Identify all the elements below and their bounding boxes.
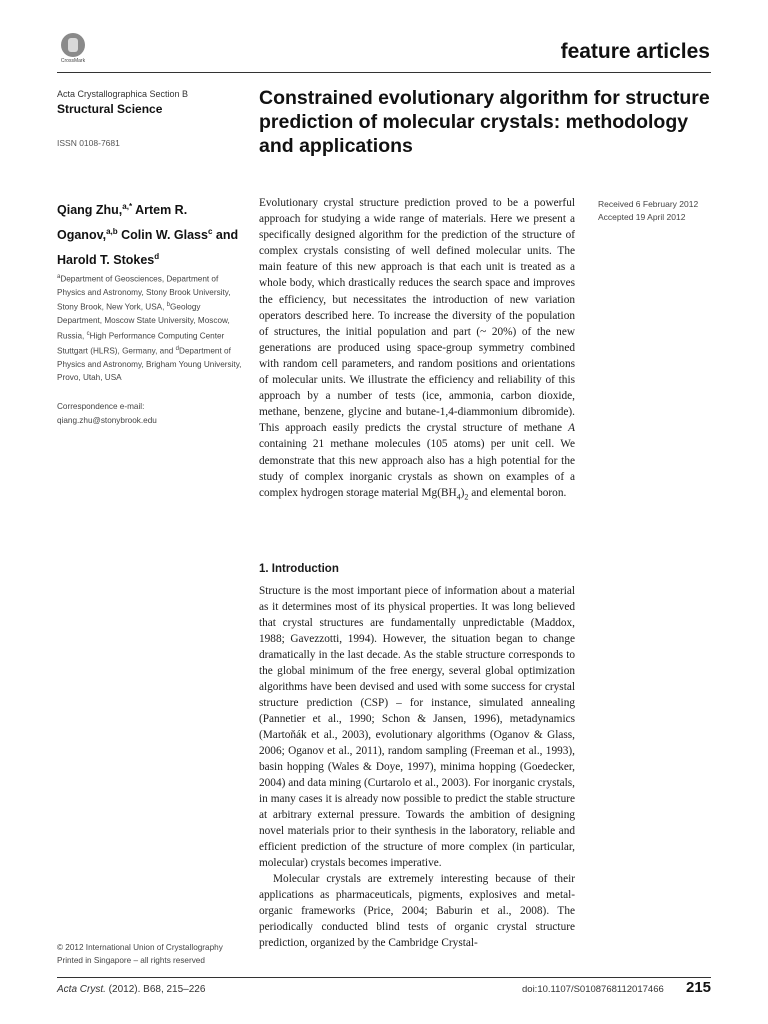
copyright-notice: © 2012 International Union of Crystallography bbox=[57, 943, 223, 952]
intro-paragraph-2: Molecular crystals are extremely interesting because of their applications as pharmaceuticals, pigments, explosives and metal-organic frameworks (Price, 2004; Baburin et al., 2008). The periodically conducted blind tests of organic crystal structure prediction, organized by the Cambridge Crystal- bbox=[259, 873, 575, 949]
affiliation-text: Geology Department, Moscow State University, Moscow, Russia, bbox=[57, 303, 230, 341]
accepted-date: Accepted 19 April 2012 bbox=[598, 212, 686, 222]
introduction-body bbox=[259, 583, 575, 951]
footer-volume: (2012). B68, 215–226 bbox=[105, 984, 206, 995]
author-name: Harold T. Stokes bbox=[57, 253, 155, 268]
page-number: 215 bbox=[686, 979, 712, 996]
footer-citation bbox=[57, 984, 205, 995]
affiliation-text: Department of Geosciences, Department of Physics and Astronomy, Stony Brook University, Stony Brook, New York, USA, bbox=[57, 274, 231, 313]
affiliation-marker: b bbox=[166, 302, 171, 309]
author-name: Qiang Zhu, bbox=[57, 203, 123, 218]
abstract-end: and elemental boron. bbox=[468, 486, 567, 499]
crossmark-label: CrossMark bbox=[60, 58, 86, 64]
journal-name: Acta Crystallographica Section B bbox=[57, 89, 189, 99]
affiliation-marker: a bbox=[57, 274, 61, 280]
abstract-text-tail: containing 21 methane molecules (105 atoms) per unit cell. We demonstrate that this new approach also has a high potential for the study of complex inorganic crystals as shown on examples of a complex hydrogen storage material bbox=[259, 438, 575, 499]
affiliations bbox=[57, 271, 247, 384]
crossmark-logo[interactable] bbox=[60, 33, 86, 64]
doi-link[interactable]: doi:10.1107/S0108768112017466 bbox=[522, 984, 664, 995]
author-name: Colin W. Glass bbox=[121, 228, 208, 243]
author-affiliation-marker: a,b bbox=[106, 227, 118, 237]
formula-sub-2: 2 bbox=[464, 491, 469, 501]
correspondence-email[interactable]: qiang.zhu@stonybrook.edu bbox=[57, 416, 157, 425]
abstract bbox=[259, 195, 575, 505]
footer-journal-name: Acta Cryst. bbox=[57, 984, 106, 995]
author-affiliation-marker: a,* bbox=[122, 202, 133, 211]
correspondence-label: Correspondence e-mail: bbox=[57, 402, 145, 411]
affiliation-text: High Performance Computing Center Stuttgart (HLRS), Germany, and bbox=[57, 331, 225, 356]
section-heading: feature articles bbox=[560, 40, 710, 63]
crossmark-icon bbox=[61, 33, 85, 57]
formula-base: Mg(BH bbox=[421, 486, 457, 499]
author-separator: and bbox=[212, 228, 239, 243]
affiliation-text: Department of Physics and Astronomy, Brigham Young University, Provo, Utah, USA bbox=[57, 346, 242, 382]
formula bbox=[422, 487, 469, 499]
intro-paragraph-1: Structure is the most important piece of information about a material as it determines most of its physical properties. It was long believed that crystal structures are fundamentally unpredictable (Maddox, 1988; Gavezzotti, 1994). However, the situation began to change dramatically in the last decade. As the stable structure corresponds to the global minimum of the free energy, several global optimization algorithms have been devised and used with some success for crystal structure prediction (CSP) – for instance, simulated annealing (Pannetier et al., 1990; Schon & Jansen, 1996), metadynamics (Martoňák et al., 2003), evolutionary algorithms (Oganov & Glass, 2006; Oganov et al., 2011), random sampling (Freeman et al., 1993), basin hopping (Wales & Doye, 1997), minima hopping (Goedecker, 2004) and data mining (Curtarolo et al., 2003). For inorganic crystals, in many cases it is already now possible to predict the stable structure at arbitrary external pressure. Towards the ambition of designing novel materials prior to their synthesis in the laboratory, reliable and efficient prediction of the structure of more complex (in particular, molecular) crystals becomes imperative. bbox=[259, 585, 575, 869]
footer-divider bbox=[57, 977, 711, 978]
affiliation-marker: c bbox=[86, 330, 90, 337]
received-date: Received 6 February 2012 bbox=[598, 199, 699, 209]
formula-close: ) bbox=[460, 486, 465, 499]
issn: ISSN 0108-7681 bbox=[57, 138, 120, 148]
affiliation-marker: d bbox=[175, 346, 179, 353]
article-title: Constrained evolutionary algorithm for structure prediction of molecular crystals: methodology and applications bbox=[259, 87, 710, 157]
abstract-text: Evolutionary crystal structure prediction proved to be a powerful approach for studying a wide range of materials. Here we present a specifically designed algorithm for the prediction of the structure of complex crystals consisting of well defined molecular units. The main feature of this new approach is that each unit is treated as a whole body, which drastically reduces the search space and improves the efficiency, but necessitates the introduction of new variation operators described here. To increase the diversity of the population of structures, the initial population and part (~ 20%) of the new generations are produced using space-group symmetry combined with random cell parameters, and random positions and orientations of molecular units. We illustrate the efficiency and reliability of this approach by a number of tests (ice, ammonia, carbon dioxide, methane, benzene, glycine and butane-1,4-diammonium dibromide). This approach easily predicts the crystal structure of methane bbox=[259, 197, 575, 435]
author-affiliation-marker: d bbox=[154, 252, 160, 262]
section-heading-introduction: 1. Introduction bbox=[259, 563, 339, 575]
printed-notice: Printed in Singapore – all rights reserved bbox=[57, 956, 205, 965]
header-divider bbox=[57, 72, 711, 73]
author-affiliation-marker: c bbox=[207, 227, 213, 237]
formula-sub: 4 bbox=[456, 491, 461, 501]
author-list bbox=[57, 196, 242, 271]
author-name: Artem R. Oganov, bbox=[57, 203, 188, 243]
journal-section: Structural Science bbox=[57, 102, 163, 116]
abstract-italic-a: A bbox=[568, 422, 575, 435]
